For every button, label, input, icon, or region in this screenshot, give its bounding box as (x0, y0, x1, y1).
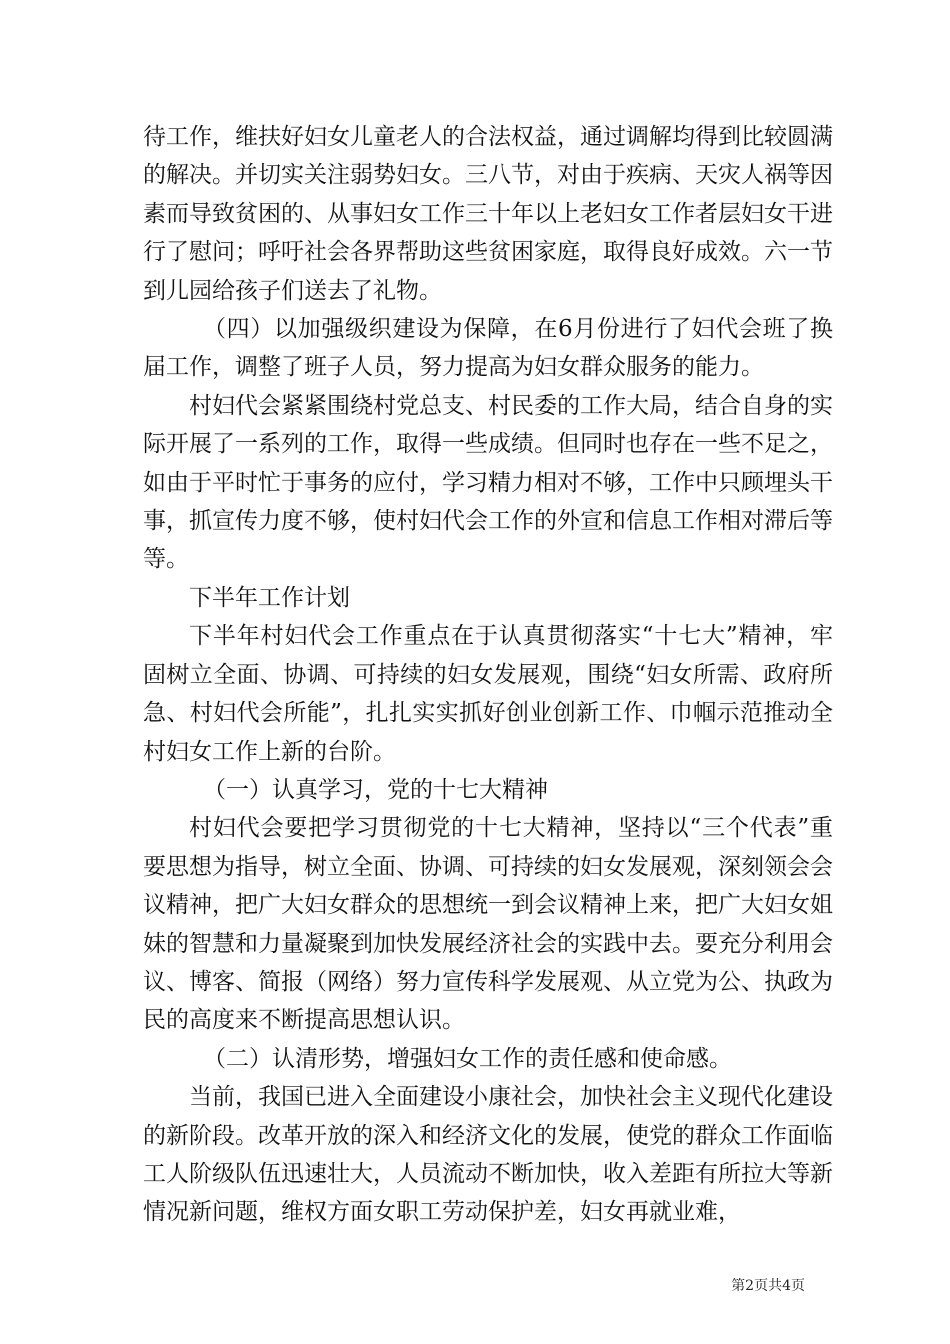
heading-second-half-plan: 下半年工作计划 (189, 584, 350, 611)
paragraph-plan-intro: 下半年村妇代会工作重点在于认真贯彻落实“十七大”精神，牢固树立全面、协调、可持续的妇女发展观，围绕“妇女所需、政府所急、村妇代会所能”，扎扎实实抓好创业创新工作、巾帼示范推动全村妇女工作上新的台阶。 (143, 623, 833, 765)
paragraph-section-two-body: 当前，我国已进入全面建设小康社会，加快社会主义现代化建设的新阶段。改革开放的深入和经济文化的发展，使党的群众工作面临工人阶级队伍迅速壮大，人员流动不断加快，收入差距有所拉大等新情况新问题，维权方面女职工劳动保护差，妇女再就业难， (143, 1084, 833, 1226)
heading-section-one: （一）认真学习，党的十七大精神 (203, 776, 548, 803)
paragraph-continuation: 待工作，维扶好妇女儿童老人的合法权益，通过调解均得到比较圆满的解决。并切实关注弱势妇女。三八节，对由于疾病、天灾人祸等因素而导致贫困的、从事妇女工作三十年以上老妇女工作者层妇女干进行了慰问；呼吁社会各界帮助这些贫困家庭，取得良好成效。六一节到儿园给孩子们送去了礼物。 (143, 124, 833, 304)
document-body (143, 118, 833, 1232)
paragraph-summary: 村妇代会紧紧围绕村党总支、村民委的工作大局，结合自身的实际开展了一系列的工作，取得一些成绩。但同时也存在一些不足之，如由于平时忙于事务的应付，学习精力相对不够，工作中只顾埋头干事，抓宣传力度不够，使村妇代会工作的外宣和信息工作相对滞后等等。 (143, 392, 833, 573)
paragraph-section-one-body: 村妇代会要把学习贯彻党的十七大精神，坚持以“三个代表”重要思想为指导，树立全面、协调、可持续的妇女发展观，深刻领会会议精神，把广大妇女群众的思想统一到会议精神上来，把广大妇女姐妹的智慧和力量凝聚到加快发展经济社会的实践中去。要充分利用会议、博客、简报（网络）努力宣传科学发展观、从立党为公、执政为民的高度来不断提高思想认识。 (143, 815, 833, 1034)
paragraph-section-four: （四）以加强级织建设为保障，在6月份进行了妇代会班了换届工作，调整了班子人员，努力提高为妇女群众服务的能力。 (143, 316, 833, 381)
heading-section-two: （二）认清形势，增强妇女工作的责任感和使命感。 (203, 1045, 732, 1072)
page-number: 第2页共4页 (731, 1278, 805, 1294)
